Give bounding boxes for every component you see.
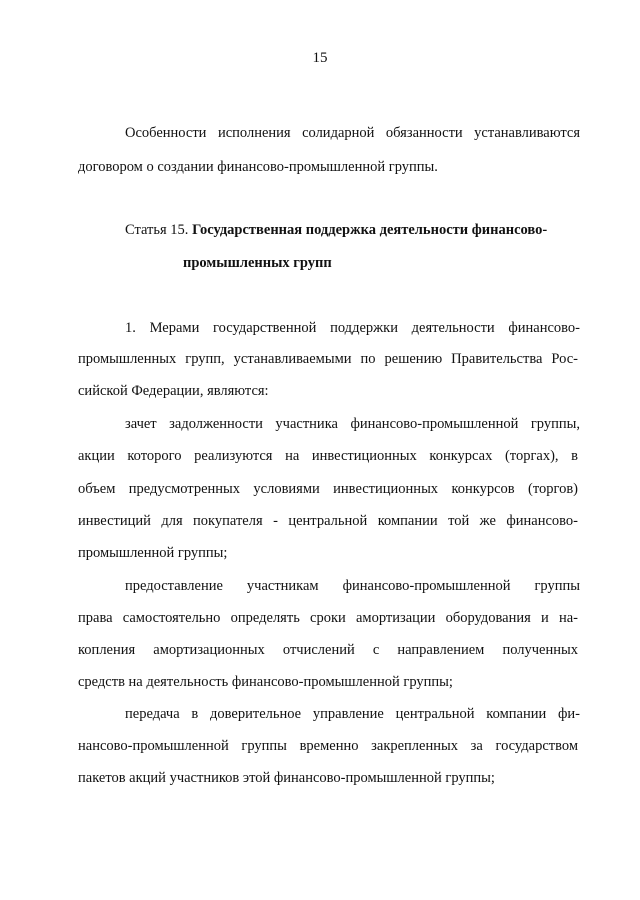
item2-line-2: права самостоятельно определять сроки амортизации оборудования и на- — [78, 610, 578, 626]
item3-line-2: нансово-промышленной группы временно закрепленных за государством — [78, 738, 578, 754]
item2-line-1: предоставление участникам финансово-промышленной группы — [125, 578, 580, 594]
article-title-line-1: Государственная поддержка деятельности финансово- — [192, 222, 548, 238]
article-heading — [125, 220, 547, 240]
item1-line-1: зачет задолженности участника финансово-промышленной группы, — [125, 416, 580, 432]
item2-line-3: копления амортизационных отчислений с направлением полученных — [78, 642, 578, 658]
clause1-line-2: промышленных групп, устанавливаемыми по решению Правительства Рос- — [78, 351, 578, 367]
item1-line-5: промышленной группы; — [78, 545, 228, 561]
item1-line-4: инвестиций для покупателя - центральной компании той же финансово- — [78, 513, 578, 529]
item3-line-1: передача в доверительное управление центральной компании фи- — [125, 706, 580, 722]
clause1-line-3: сийской Федерации, являются: — [78, 383, 269, 399]
intro-line-2: договором о создании финансово-промышленной группы. — [78, 159, 438, 175]
item1-line-2: акции которого реализуются на инвестиционных конкурсах (торгах), в — [78, 448, 578, 464]
item3-line-3: пакетов акций участников этой финансово-промышленной группы; — [78, 770, 495, 786]
page-number: 15 — [312, 50, 328, 66]
article-title-line-2: промышленных групп — [183, 255, 332, 271]
item2-line-4: средств на деятельность финансово-промышленной группы; — [78, 674, 453, 690]
intro-line-1: Особенности исполнения солидарной обязанности устанавливаются — [125, 125, 580, 141]
clause1-line-1: 1. Мерами государственной поддержки деятельности финансово- — [125, 320, 580, 336]
article-label: Статья 15. — [125, 222, 189, 238]
item1-line-3: объем предусмотренных условиями инвестиционных конкурсов (торгов) — [78, 481, 578, 497]
